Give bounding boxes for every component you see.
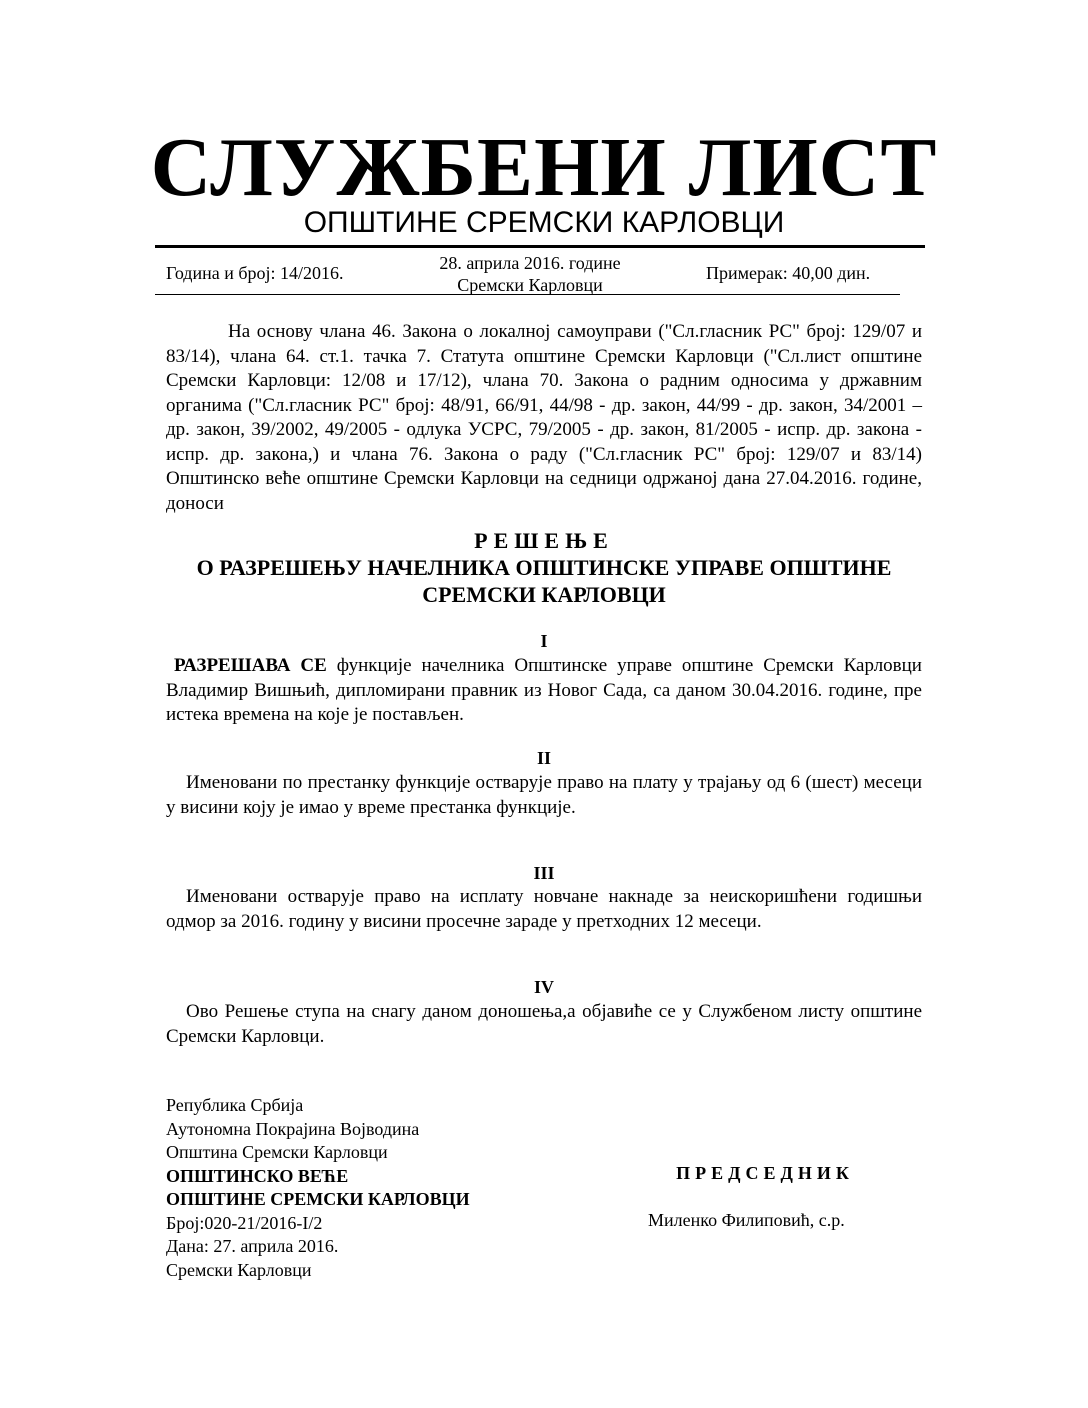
decision-title: РЕШЕЊЕ xyxy=(474,528,614,553)
issuer-municipality: Општина Сремски Карловци xyxy=(166,1142,388,1162)
section-lead-text: РАЗРЕШАВА СЕ xyxy=(174,655,327,676)
gazette-subtitle: ОПШТИНЕ СРЕМСКИ КАРЛОВЦИ xyxy=(303,206,785,239)
issuer-block xyxy=(166,1094,470,1282)
header-rule-bottom xyxy=(155,294,900,295)
document-place: Сремски Карловци xyxy=(166,1259,312,1280)
section-paragraph xyxy=(166,654,922,728)
issuer-province: Аутономна Покрајина Војводина xyxy=(166,1118,420,1139)
section-numeral: II xyxy=(536,748,551,768)
decision-subject-line: СРЕМСКИ КАРЛОВЦИ xyxy=(422,582,666,607)
issue-number: Година и број: 14/2016. xyxy=(166,263,344,283)
decision-heading xyxy=(150,527,938,608)
preamble-paragraph: На основу члана 46. Закона о локалној самоуправи ("Сл.гласник РС" број: 129/07 и 83/14), члана 64. ст.1. тачка 7. Статута општине Сремски Карловци ("Сл.лист општине Сремски Карловци: 12/08 и 17/12), члана 70. Закона о радним односима у државним органима ("Сл.гласник РС" број: 48/91, 66/91, 44/98 - др. закон, 44/99 - др. закон, 34/2001 – др. закон, 39/2002, 49/2005 - одлука УСРС, 79/2005 - др. закон, 81/2005 - испр. др. закона - испр. др. закона,) и члана 76. Закона о раду ("Сл.гласник РС" број: 129/07 и 83/14) Општинско веће општине Сремски Карловци на седници одржаној дана 27.04.2016. године, доноси xyxy=(166,321,922,514)
section-paragraph: Ово Решење ступа на снагу даном доношења,а објавиће се у Службеном листу општине Сремски Карловци. xyxy=(166,1001,922,1047)
section-numeral: I xyxy=(540,631,548,651)
document-date: Дана: 27. априла 2016. xyxy=(166,1236,339,1256)
section-numeral: IV xyxy=(533,977,554,997)
president-title: ПРЕДСЕДНИК xyxy=(676,1163,854,1183)
issuer-council-municipality: ОПШТИНЕ СРЕМСКИ КАРЛОВЦИ xyxy=(166,1189,470,1209)
issuer-country: Република Србија xyxy=(166,1095,304,1115)
gazette-title: СЛУЖБЕНИ ЛИСТ xyxy=(150,121,938,214)
section-numeral: III xyxy=(533,863,555,883)
header-rule-top xyxy=(155,245,925,248)
issuer-council: ОПШТИНСКО ВЕЋЕ xyxy=(166,1165,349,1186)
issue-date xyxy=(400,252,660,296)
decision-subject-line: О РАЗРЕШЕЊУ НАЧЕЛНИКА ОПШТИНСКЕ УПРАВЕ ОПШТИНЕ xyxy=(196,555,892,580)
section-paragraph: Именовани остварује право на исплату новчане накнаде за неискоришћени годишњи одмор за 2016. годину у висини просечне зараде у претходних 12 месеци. xyxy=(166,886,922,932)
president-name: Миленко Филиповић, с.р. xyxy=(648,1210,845,1230)
document-number: Број:020-21/2016-I/2 xyxy=(166,1212,323,1233)
issue-place-line: Сремски Карловци xyxy=(457,275,603,295)
section-paragraph: Именовани по престанку функције остварује право на плату у трајању од 6 (шест) месеци у висини коју је имао у време престанка функције. xyxy=(166,772,922,818)
section-body-text: функције начелника Општинске управе општине Сремски Карловци Владимир Вишњић, дипломирани правник из Новог Сада, са даном 30.04.2016. године, пре истека времена на које је постављен. xyxy=(166,655,922,725)
issue-price: Примерак: 40,00 дин. xyxy=(706,263,871,283)
issue-date-line: 28. априла 2016. године xyxy=(439,253,621,273)
